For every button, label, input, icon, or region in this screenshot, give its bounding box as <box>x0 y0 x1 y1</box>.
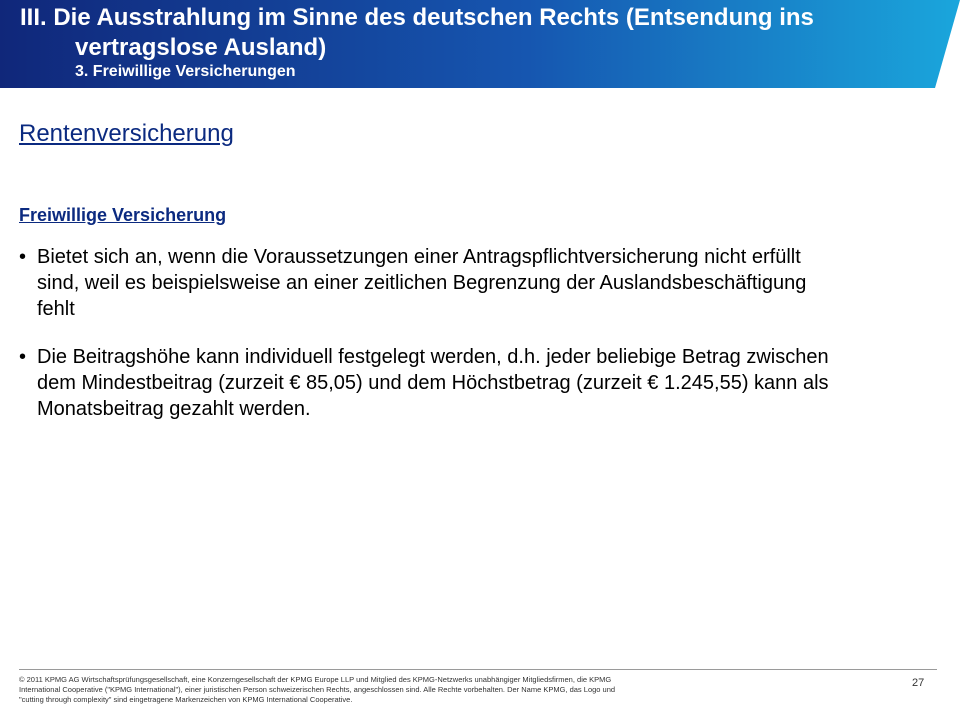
section-heading: Rentenversicherung <box>19 120 234 147</box>
page-number: 27 <box>912 677 925 689</box>
slide-subtitle: 3. Freiwillige Versicherungen <box>75 63 296 80</box>
slide-title-line-2: vertragslose Ausland) <box>75 34 327 61</box>
bullet-item <box>19 344 839 422</box>
footer-legal-text: © 2011 KPMG AG Wirtschaftsprüfungsgesellschaft, eine Konzerngesellschaft der KPMG Europe LLP und Mitglied des KPMG-Netzwerks unabhängiger Mitgliedsfirmen, die KPMG International Cooperative ("KPMG International"), einer juristischen Person schweizerischen Rechts, angeschlossen sind. Alle Rechte vorbehalten. Der Name KPMG, das Logo und "cutting through complexity" sind eingetragene Markenzeichen von KPMG International Cooperative. <box>19 675 616 704</box>
bullet-item <box>19 244 839 322</box>
header-banner <box>0 0 960 88</box>
bullet-text: Die Beitragshöhe kann individuell festgelegt werden, d.h. jeder beliebige Betrag zwischen dem Mindestbeitrag (zurzeit € 85,05) und dem Höchstbetrag (zurzeit € 1.245,55) kann als Monatsbeitrag gezahlt werden. <box>37 346 829 420</box>
sub-heading: Freiwillige Versicherung <box>19 205 227 225</box>
bullet-text: Bietet sich an, wenn die Voraussetzungen einer Antragspflichtversicherung nicht erfüllt sind, weil es beispielsweise an einer zeitlichen Begrenzung der Auslandsbeschäftigung fehlt <box>37 246 807 320</box>
slide-title-line-1: III. Die Ausstrahlung im Sinne des deutschen Rechts (Entsendung ins <box>20 4 814 31</box>
bullet-icon: • <box>19 346 27 368</box>
footer-divider <box>19 669 937 670</box>
bullet-icon: • <box>19 246 27 268</box>
